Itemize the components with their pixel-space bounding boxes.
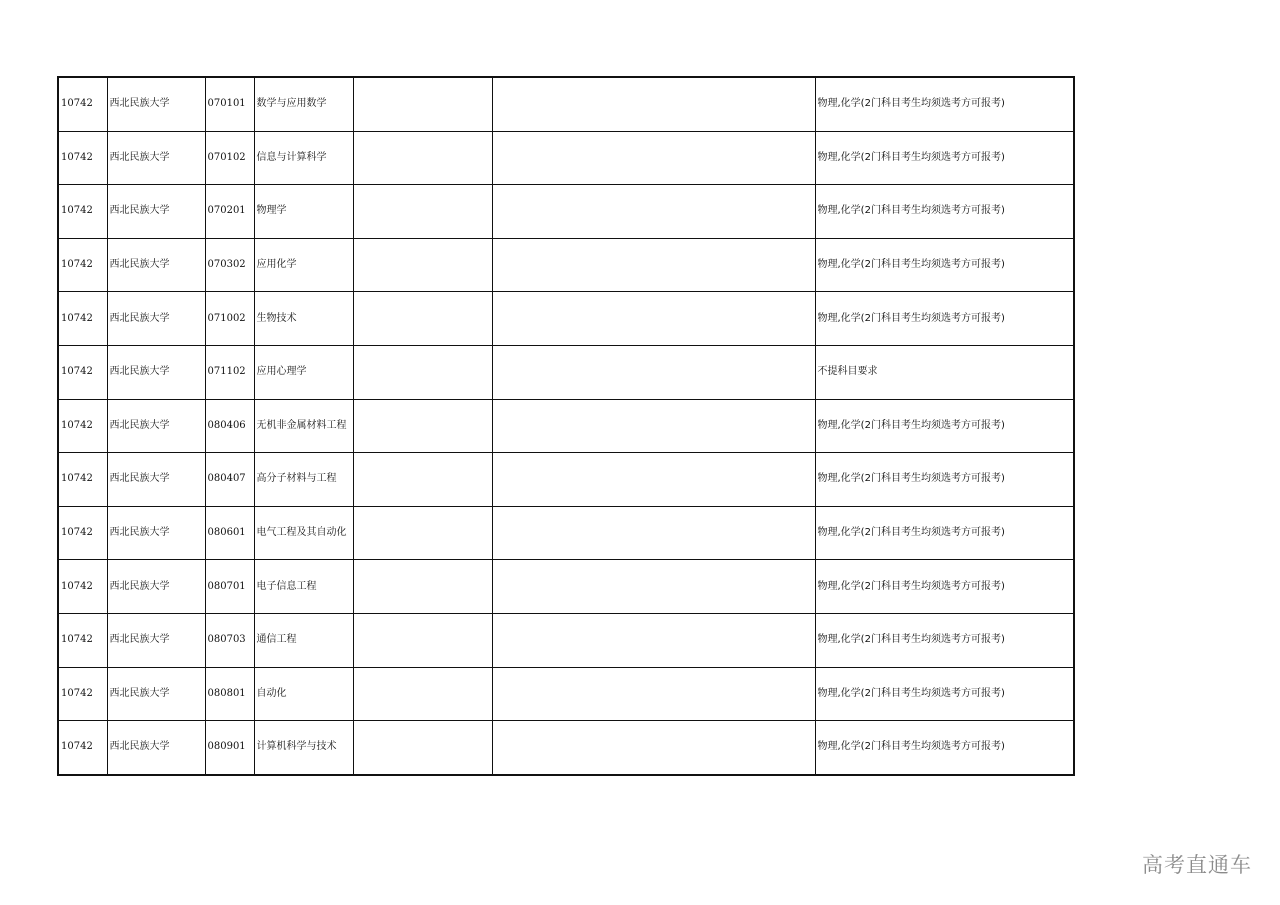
major-code-cell: 070201 — [205, 185, 254, 239]
school-code-cell: 10742 — [58, 453, 107, 507]
blank-cell — [492, 613, 815, 667]
blank-cell — [492, 667, 815, 721]
table-row — [58, 345, 1074, 399]
school-code-cell: 10742 — [58, 77, 107, 131]
major-code-cell: 080406 — [205, 399, 254, 453]
major-name-cell: 应用化学 — [254, 238, 353, 292]
table-row — [58, 721, 1074, 775]
subject-requirement-cell: 物理,化学(2门科目考生均须选考方可报考) — [815, 721, 1074, 775]
table-row — [58, 131, 1074, 185]
blank-cell — [492, 77, 815, 131]
subject-requirement-cell: 物理,化学(2门科目考生均须选考方可报考) — [815, 667, 1074, 721]
major-name-cell: 数学与应用数学 — [254, 77, 353, 131]
school-code-cell: 10742 — [58, 399, 107, 453]
blank-cell — [492, 185, 815, 239]
major-name-cell: 应用心理学 — [254, 345, 353, 399]
blank-cell — [353, 613, 492, 667]
school-name-cell: 西北民族大学 — [107, 238, 205, 292]
school-code-cell: 10742 — [58, 721, 107, 775]
school-name-cell: 西北民族大学 — [107, 667, 205, 721]
table-row — [58, 185, 1074, 239]
school-code-cell: 10742 — [58, 345, 107, 399]
subject-requirements-table — [57, 76, 1075, 776]
school-code-cell: 10742 — [58, 667, 107, 721]
major-name-cell: 通信工程 — [254, 613, 353, 667]
blank-cell — [353, 721, 492, 775]
major-code-cell: 080701 — [205, 560, 254, 614]
subject-requirement-cell: 物理,化学(2门科目考生均须选考方可报考) — [815, 560, 1074, 614]
school-name-cell: 西北民族大学 — [107, 613, 205, 667]
major-code-cell: 080703 — [205, 613, 254, 667]
table-row — [58, 453, 1074, 507]
school-name-cell: 西北民族大学 — [107, 721, 205, 775]
school-name-cell: 西北民族大学 — [107, 185, 205, 239]
subject-requirement-cell: 不提科目要求 — [815, 345, 1074, 399]
blank-cell — [353, 399, 492, 453]
subject-requirement-cell: 物理,化学(2门科目考生均须选考方可报考) — [815, 453, 1074, 507]
blank-cell — [492, 560, 815, 614]
blank-cell — [353, 131, 492, 185]
blank-cell — [353, 560, 492, 614]
blank-cell — [353, 292, 492, 346]
table-row — [58, 613, 1074, 667]
table-row — [58, 292, 1074, 346]
blank-cell — [353, 238, 492, 292]
blank-cell — [353, 77, 492, 131]
major-code-cell: 071102 — [205, 345, 254, 399]
school-name-cell: 西北民族大学 — [107, 292, 205, 346]
table-row — [58, 399, 1074, 453]
table-row — [58, 560, 1074, 614]
subject-requirement-cell: 物理,化学(2门科目考生均须选考方可报考) — [815, 506, 1074, 560]
major-name-cell: 计算机科学与技术 — [254, 721, 353, 775]
school-code-cell: 10742 — [58, 506, 107, 560]
blank-cell — [353, 667, 492, 721]
blank-cell — [492, 453, 815, 507]
table-row — [58, 77, 1074, 131]
blank-cell — [353, 345, 492, 399]
blank-cell — [492, 238, 815, 292]
watermark-text: 高考直通车 — [1142, 853, 1252, 877]
major-name-cell: 高分子材料与工程 — [254, 453, 353, 507]
school-code-cell: 10742 — [58, 238, 107, 292]
blank-cell — [492, 721, 815, 775]
major-code-cell: 070302 — [205, 238, 254, 292]
school-name-cell: 西北民族大学 — [107, 131, 205, 185]
subject-requirement-cell: 物理,化学(2门科目考生均须选考方可报考) — [815, 77, 1074, 131]
major-code-cell: 070102 — [205, 131, 254, 185]
school-name-cell: 西北民族大学 — [107, 399, 205, 453]
major-name-cell: 物理学 — [254, 185, 353, 239]
table-row — [58, 667, 1074, 721]
major-name-cell: 电气工程及其自动化 — [254, 506, 353, 560]
school-name-cell: 西北民族大学 — [107, 345, 205, 399]
major-code-cell: 080601 — [205, 506, 254, 560]
table-row — [58, 238, 1074, 292]
major-code-cell: 070101 — [205, 77, 254, 131]
school-code-cell: 10742 — [58, 560, 107, 614]
major-name-cell: 无机非金属材料工程 — [254, 399, 353, 453]
blank-cell — [492, 131, 815, 185]
major-code-cell: 080407 — [205, 453, 254, 507]
blank-cell — [353, 453, 492, 507]
subject-requirement-cell: 物理,化学(2门科目考生均须选考方可报考) — [815, 399, 1074, 453]
subject-requirement-cell: 物理,化学(2门科目考生均须选考方可报考) — [815, 613, 1074, 667]
subject-requirement-cell: 物理,化学(2门科目考生均须选考方可报考) — [815, 185, 1074, 239]
school-name-cell: 西北民族大学 — [107, 77, 205, 131]
blank-cell — [353, 506, 492, 560]
major-code-cell: 071002 — [205, 292, 254, 346]
major-name-cell: 信息与计算科学 — [254, 131, 353, 185]
blank-cell — [353, 185, 492, 239]
blank-cell — [492, 292, 815, 346]
major-code-cell: 080901 — [205, 721, 254, 775]
major-name-cell: 电子信息工程 — [254, 560, 353, 614]
school-code-cell: 10742 — [58, 292, 107, 346]
school-code-cell: 10742 — [58, 185, 107, 239]
major-name-cell: 生物技术 — [254, 292, 353, 346]
school-name-cell: 西北民族大学 — [107, 506, 205, 560]
blank-cell — [492, 506, 815, 560]
school-code-cell: 10742 — [58, 131, 107, 185]
blank-cell — [492, 399, 815, 453]
blank-cell — [492, 345, 815, 399]
subject-requirement-cell: 物理,化学(2门科目考生均须选考方可报考) — [815, 238, 1074, 292]
school-code-cell: 10742 — [58, 613, 107, 667]
subject-requirement-cell: 物理,化学(2门科目考生均须选考方可报考) — [815, 131, 1074, 185]
major-code-cell: 080801 — [205, 667, 254, 721]
school-name-cell: 西北民族大学 — [107, 560, 205, 614]
table-row — [58, 506, 1074, 560]
school-name-cell: 西北民族大学 — [107, 453, 205, 507]
table-body — [58, 77, 1074, 775]
subject-requirement-cell: 物理,化学(2门科目考生均须选考方可报考) — [815, 292, 1074, 346]
major-name-cell: 自动化 — [254, 667, 353, 721]
